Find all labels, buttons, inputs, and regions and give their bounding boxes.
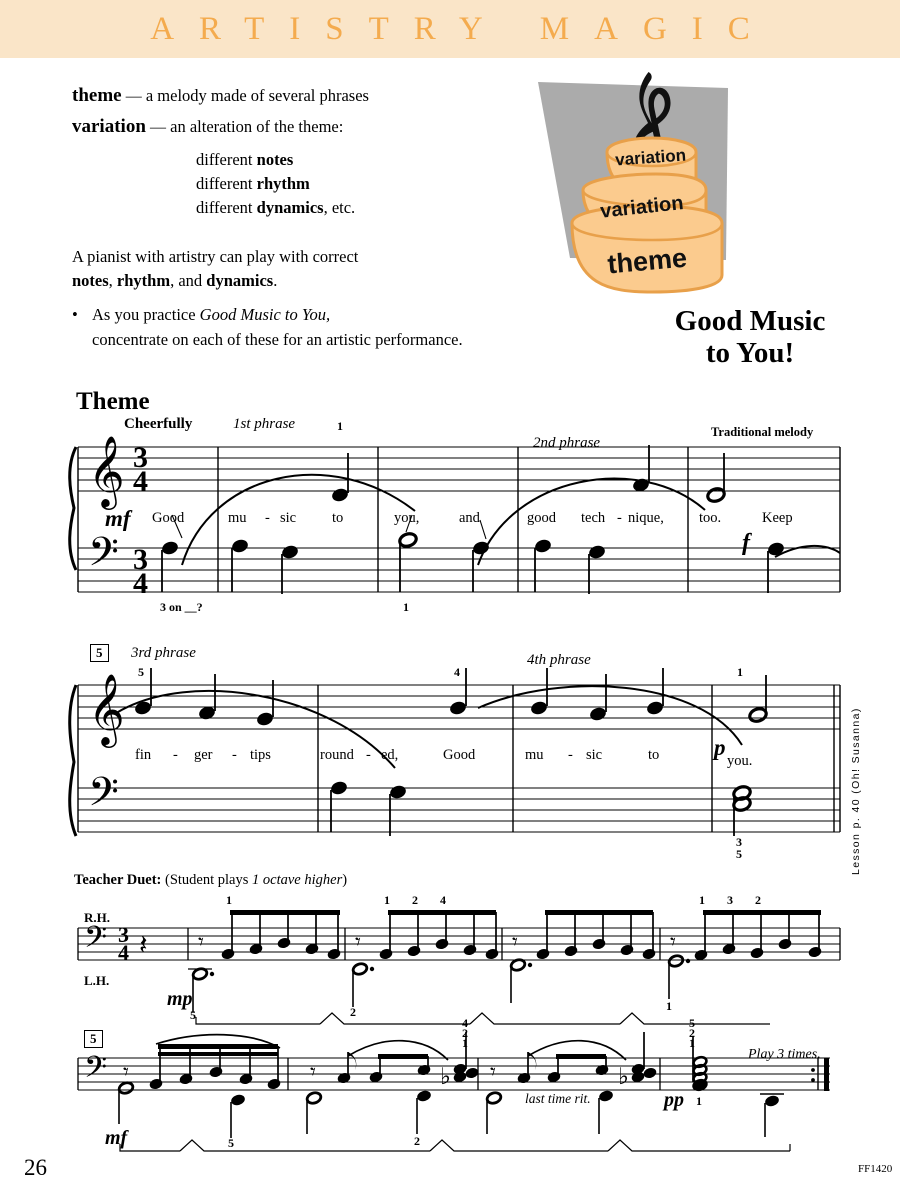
paragraph-bold-notes: notes xyxy=(72,270,109,290)
fingering: 1 xyxy=(696,1094,702,1108)
lyric: - xyxy=(366,747,371,763)
fingering: 1 xyxy=(384,893,390,907)
fingering: 5 xyxy=(736,847,742,861)
pedal-line-row2 xyxy=(120,1140,790,1151)
lh-note-dotted-half xyxy=(352,962,374,1007)
note-head xyxy=(330,780,349,832)
left-hand-label: L.H. xyxy=(84,973,110,988)
note-head xyxy=(198,674,217,721)
dynamic-p: p xyxy=(714,735,726,760)
bass-staff-lines xyxy=(78,548,840,592)
fingering: 5 xyxy=(138,665,144,679)
lyric: ger xyxy=(194,747,213,763)
bass-question-text xyxy=(160,600,203,615)
bass-notes xyxy=(161,532,786,594)
fingering: 1 xyxy=(462,1036,468,1050)
lyric: - xyxy=(568,747,573,763)
eighth-note-single xyxy=(336,1052,356,1085)
eighth-rest-icon: 𝄾 xyxy=(512,930,518,955)
final-chord-stack xyxy=(692,1056,707,1092)
cake-label-middle: variation xyxy=(599,192,685,223)
page-banner xyxy=(0,0,900,58)
fingering: 2 xyxy=(689,1026,695,1040)
measure-number-box: 5 xyxy=(84,1030,103,1048)
note-head xyxy=(546,1056,561,1084)
definition-variation xyxy=(72,117,502,136)
treble-clef-icon: 𝄞 xyxy=(88,672,125,745)
bass-question-full: 3 on __? xyxy=(160,600,203,614)
fingering: 2 xyxy=(414,1134,420,1148)
dynamic-mp: mp xyxy=(167,988,193,1010)
lyric: Good xyxy=(443,747,476,763)
tempo-marking: Cheerfully xyxy=(124,416,193,432)
song-title-line1: Good Music xyxy=(674,305,826,337)
definition-body-variation: an alteration of the theme: xyxy=(170,117,344,136)
fingering: 3 xyxy=(736,835,742,849)
time-signature-bass-bottom: 4 xyxy=(133,567,148,600)
paragraph-bold-dynamics: dynamics xyxy=(206,270,274,290)
lyric: to xyxy=(648,747,660,763)
phrase-label-4: 4th phrase xyxy=(527,652,591,668)
lh-note-quarter xyxy=(598,1089,614,1134)
time-signature-bottom: 4 xyxy=(118,940,129,965)
note-head xyxy=(472,540,491,592)
theme-heading: Theme xyxy=(76,388,150,415)
fingering: 5 xyxy=(228,1136,234,1150)
beamed-group xyxy=(220,910,341,961)
lyric: - xyxy=(617,510,622,526)
dynamic-pp: pp xyxy=(664,1089,684,1111)
time-signature-treble-top: 3 xyxy=(133,441,148,474)
bullet-dot-icon: • xyxy=(72,305,78,324)
beamed-group xyxy=(535,910,656,961)
fingering: 4 xyxy=(462,1016,468,1030)
note-head xyxy=(281,544,300,594)
lyric: mu xyxy=(525,747,544,763)
lh-note-half xyxy=(486,1091,502,1134)
fingering: 5 xyxy=(689,1016,695,1030)
definition-term-variation: variation xyxy=(72,116,146,137)
cake-label-bottom: theme xyxy=(606,242,689,280)
attribution: Traditional melody xyxy=(711,425,814,439)
paragraph-bold-rhythm: rhythm xyxy=(116,270,171,290)
lh-note-dotted-half xyxy=(188,967,214,1012)
time-signature-bass-top: 3 xyxy=(133,543,148,576)
bass-clef-icon: 𝄢 xyxy=(88,529,119,585)
lyric: to xyxy=(332,510,344,526)
catalog-number: FF1420 xyxy=(858,1163,893,1175)
definition-dash: — xyxy=(125,88,142,105)
eighth-note-single xyxy=(516,1052,536,1085)
note-head-half xyxy=(748,675,768,723)
note-head xyxy=(693,912,708,962)
note-head-half xyxy=(398,532,418,592)
play-times-label: Play 3 times. xyxy=(748,1047,821,1062)
lyric: - xyxy=(232,747,237,763)
lyric: ed, xyxy=(381,747,399,763)
note-head xyxy=(161,540,180,592)
variation-list-item xyxy=(196,172,502,196)
definition-body-theme: a melody made of several phrases xyxy=(145,86,369,105)
lyric: mu xyxy=(228,510,247,526)
fingering: 1 xyxy=(226,893,232,907)
teacher-duet-section xyxy=(0,872,900,1172)
note-head xyxy=(231,538,250,592)
fingering: 4 xyxy=(440,893,446,907)
pedal-line-row1 xyxy=(196,1013,770,1024)
definitions-block xyxy=(72,86,502,220)
lyric: Good xyxy=(152,510,185,526)
dynamic-mf: mf xyxy=(105,1127,128,1149)
eighth-rest-icon: 𝄾 xyxy=(670,930,676,955)
teacher-duet-note-italic: 1 octave higher xyxy=(252,872,343,888)
note-head xyxy=(767,541,786,593)
bass-staff-lines xyxy=(78,788,840,832)
page-number: 26 xyxy=(24,1155,47,1180)
flat-accidental-icon: ♭ xyxy=(440,1064,451,1090)
lh-note-half xyxy=(306,1091,322,1134)
phrase-label-2: 2nd phrase xyxy=(533,435,601,451)
note-head xyxy=(534,538,553,592)
lyric: - xyxy=(173,747,178,763)
dynamic-f: f xyxy=(742,530,750,556)
song-title-line2: to You! xyxy=(705,337,795,370)
fingering: 5 xyxy=(190,1008,196,1022)
phrase-label-3: 3rd phrase xyxy=(131,645,196,661)
artistry-paragraph xyxy=(72,245,472,293)
practice-bullet xyxy=(72,303,542,353)
right-hand-label: R.H. xyxy=(84,910,110,925)
note-head xyxy=(721,912,736,956)
eighth-rest-icon: 𝄾 xyxy=(490,1060,496,1085)
paragraph-sep2: , and xyxy=(170,270,207,290)
banner-title: ARTISTRY MAGIC xyxy=(150,10,775,47)
last-time-rit-label: last time rit. xyxy=(525,1091,591,1106)
phrase-slur-1 xyxy=(182,475,415,565)
variation-list xyxy=(196,148,502,220)
fingering: 1 xyxy=(403,600,409,614)
bass-clef-icon: 𝄢 xyxy=(88,769,119,825)
lh-note-half xyxy=(118,1081,134,1124)
duet-row1-staff-lines xyxy=(78,928,840,960)
eighth-rest-icon: 𝄾 xyxy=(310,1060,316,1085)
lh-note-quarter xyxy=(416,1089,432,1134)
variation-item-plain: different xyxy=(196,197,257,217)
treble-staff-lines xyxy=(78,447,840,491)
note-head xyxy=(248,912,263,956)
bullet-line1 xyxy=(92,303,542,328)
lh-note-quarter xyxy=(230,1093,246,1138)
phrase-slur-4 xyxy=(478,686,742,745)
music-system-1 xyxy=(0,415,900,625)
variation-item-bold: notes xyxy=(256,150,294,169)
variation-item-plain: different xyxy=(196,173,257,193)
teacher-duet-note: (Student plays xyxy=(165,872,253,888)
lyric: good xyxy=(527,510,556,526)
fingering: 4 xyxy=(454,665,460,679)
note-head xyxy=(462,912,477,957)
note-head xyxy=(589,674,608,722)
note-head xyxy=(208,1046,223,1079)
variation-item-bold: dynamics xyxy=(256,197,324,217)
lyric: round xyxy=(320,747,354,763)
note-head xyxy=(591,912,606,951)
note-head xyxy=(276,912,291,950)
quarter-rest-icon: 𝄽 xyxy=(139,928,148,961)
note-head xyxy=(619,912,634,957)
treble-clef-icon: 𝄞 xyxy=(88,434,125,507)
flat-accidental-icon: ♭ xyxy=(618,1064,629,1090)
variation-item-tail: , etc. xyxy=(323,197,356,217)
grand-staff-brace xyxy=(70,685,76,836)
music-system-2 xyxy=(0,640,900,861)
variation-item-bold: rhythm xyxy=(256,173,310,193)
fingering: 2 xyxy=(412,893,418,907)
lyric: fin xyxy=(135,747,152,763)
definition-theme xyxy=(72,86,502,105)
fingering: 3 xyxy=(727,893,733,907)
fingering: 2 xyxy=(462,1026,468,1040)
paragraph-end: . xyxy=(273,270,278,290)
dynamic-mf: mf xyxy=(105,506,131,531)
teacher-duet-note-end: ) xyxy=(342,872,348,888)
fingering: 1 xyxy=(337,419,343,433)
lh-note-dotted-half xyxy=(668,954,690,999)
lyric: you. xyxy=(727,753,753,769)
lyric: tech xyxy=(581,510,606,526)
note-head xyxy=(304,912,319,956)
note-head xyxy=(406,912,421,958)
fingering: 1 xyxy=(666,999,672,1013)
lyric-stems xyxy=(172,515,486,539)
lyric: too. xyxy=(699,510,722,526)
time-signature-top: 3 xyxy=(118,922,129,947)
lyric: and xyxy=(459,510,480,526)
grand-staff-brace xyxy=(70,447,76,570)
variation-item-plain: different xyxy=(196,150,257,169)
note-head xyxy=(256,680,275,727)
eighth-rest-icon: 𝄾 xyxy=(123,1060,129,1085)
beamed-group xyxy=(378,910,499,961)
note-head xyxy=(434,912,449,951)
note-head-half xyxy=(706,453,726,503)
note-head xyxy=(588,544,607,594)
cake-label-top: variation xyxy=(614,145,687,170)
fingering: 2 xyxy=(755,893,761,907)
artistry-paragraph-line2 xyxy=(72,269,472,293)
definition-term-theme: theme xyxy=(72,85,122,106)
fingering: 1 xyxy=(689,1036,695,1050)
note-head xyxy=(777,912,792,951)
lesson-side-note: Lesson p. 40 (Oh! Susanna) xyxy=(850,707,862,875)
note-head xyxy=(368,1056,383,1084)
lyric: nique, xyxy=(628,510,664,526)
teacher-duet-label: Teacher Duet: xyxy=(74,872,162,888)
fingering: 1 xyxy=(699,893,705,907)
lyric: sic xyxy=(280,510,297,526)
note-head xyxy=(563,912,578,958)
phrase-label-1: 1st phrase xyxy=(233,416,296,432)
lyric: Keep xyxy=(762,510,793,526)
eighth-rest-icon: 𝄾 xyxy=(355,930,361,955)
bullet-line2: concentrate on each of these for an artistic performance. xyxy=(92,329,463,349)
lyric: you, xyxy=(394,510,420,526)
eighth-rest-icon: 𝄾 xyxy=(198,930,204,955)
variation-list-item xyxy=(196,148,502,172)
bass-clef-icon: 𝄢 xyxy=(84,921,108,962)
artistry-paragraph-line1: A pianist with artistry can play with correct xyxy=(72,247,359,266)
lyric: tips xyxy=(250,747,271,763)
beamed-group xyxy=(148,1044,281,1091)
lh-note-dotted-half xyxy=(510,958,532,1003)
lyric: sic xyxy=(586,747,603,763)
fingering: 1 xyxy=(737,665,743,679)
song-title xyxy=(620,305,880,370)
paragraph-sep1: , xyxy=(108,270,117,290)
note-head xyxy=(807,912,822,959)
definition-dash-2: — xyxy=(150,119,167,136)
bullet-line1-italic: Good Music to You, xyxy=(199,305,331,324)
bass-clef-icon: 𝄢 xyxy=(84,1051,108,1092)
lyric: - xyxy=(265,510,270,526)
fingering: 2 xyxy=(350,1005,356,1019)
time-signature-treble-bottom: 4 xyxy=(133,465,148,498)
variation-list-item xyxy=(196,196,502,220)
measure-number-box: 5 xyxy=(90,644,109,662)
bullet-line1-plain: As you practice xyxy=(92,305,200,324)
lh-final-note xyxy=(760,1094,784,1137)
